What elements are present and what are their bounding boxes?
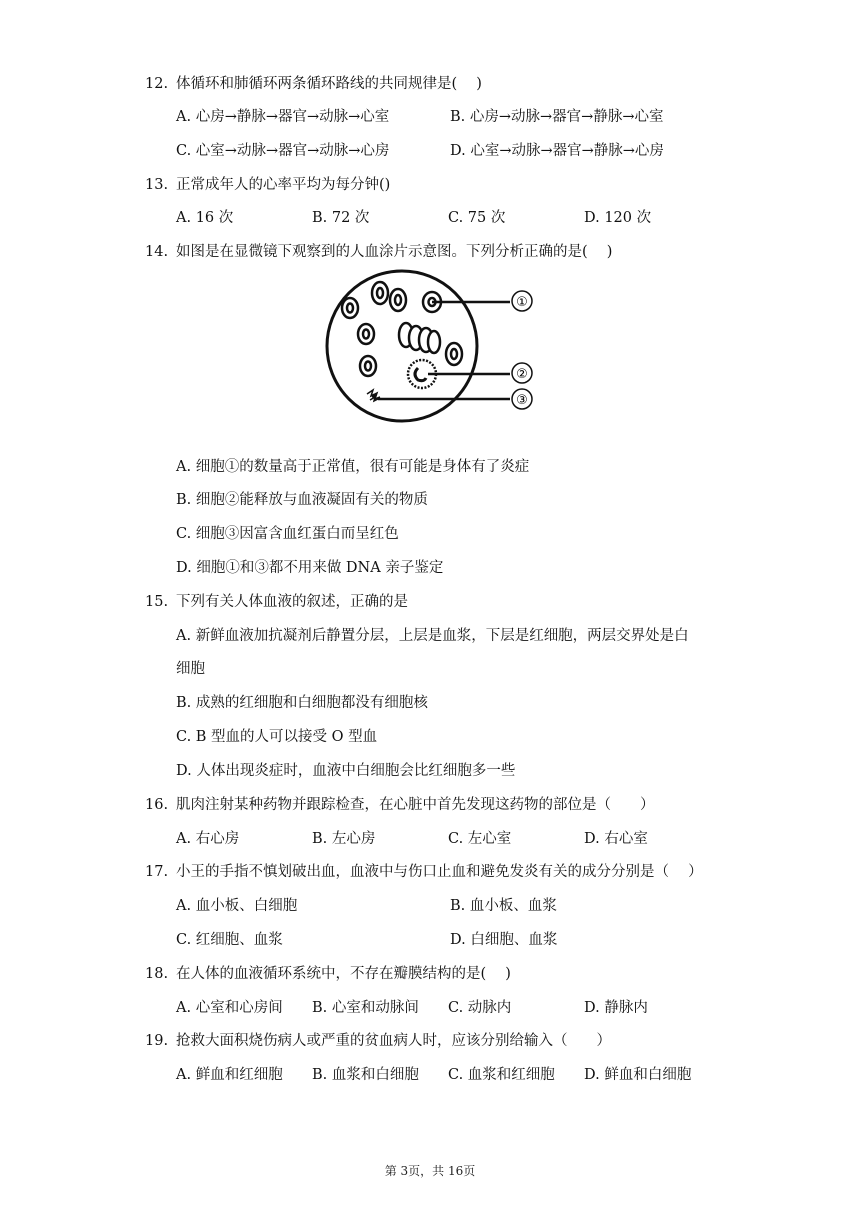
option-c: C. 细胞③因富含血红蛋白而呈红色 [176, 526, 399, 542]
question-stem: 体循环和肺循环两条循环路线的共同规律是( ) [176, 76, 482, 92]
option-b: B. 细胞②能释放与血液凝固有关的物质 [176, 492, 428, 508]
question-number: 16. [145, 797, 169, 813]
figure-label-1: ① [516, 295, 528, 310]
option-b: B. 血小板、血浆 [450, 898, 557, 914]
option-c: C. 75 次 [448, 210, 506, 226]
option-d: D. 心室→动脉→器官→静脉→心房 [450, 143, 664, 159]
option-a: A. 血小板、白细胞 [176, 898, 298, 914]
question-stem: 小王的手指不慎划破出血，血液中与伤口止血和避免发炎有关的成分分别是（ ） [176, 864, 703, 880]
question-number: 17. [145, 864, 169, 880]
figure-label-3: ③ [516, 393, 528, 408]
question-number: 18. [145, 966, 169, 982]
question-number: 19. [145, 1033, 169, 1049]
figure-label-2: ② [516, 367, 528, 382]
option-d: D. 白细胞、血浆 [450, 932, 558, 948]
option-d: D. 人体出现炎症时，血液中白细胞会比红细胞多一些 [176, 763, 516, 779]
option-c: C. 左心室 [448, 831, 512, 847]
question-stem: 如图是在显微镜下观察到的人血涂片示意图。下列分析正确的是( ) [176, 244, 613, 260]
option-b: B. 心房→动脉→器官→静脉→心室 [450, 109, 664, 125]
option-c: C. 心室→动脉→器官→动脉→心房 [176, 143, 390, 159]
option-a: A. 鲜血和红细胞 [176, 1067, 283, 1083]
option-d: D. 静脉内 [584, 1000, 648, 1016]
question-number: 15. [145, 594, 169, 610]
blood-smear-figure [322, 268, 542, 428]
option-a: A. 心室和心房间 [176, 1000, 283, 1016]
option-a: A. 细胞①的数量高于正常值，很有可能是身体有了炎症 [176, 459, 530, 475]
option-a: A. 新鲜血液加抗凝剂后静置分层，上层是血浆，下层是红细胞，两层交界处是白 [176, 628, 689, 644]
question-number: 12. [145, 76, 169, 92]
option-b: B. 血浆和白细胞 [312, 1067, 419, 1083]
option-a: A. 16 次 [176, 210, 234, 226]
page-footer: 第 3页，共 16页 [384, 1164, 476, 1178]
question-number: 13. [145, 177, 169, 193]
option-a: A. 心房→静脉→器官→动脉→心室 [176, 109, 390, 125]
option-c: C. B 型血的人可以接受 O 型血 [176, 729, 378, 745]
option-d: D. 细胞①和③都不用来做 DNA 亲子鉴定 [176, 560, 444, 576]
option-d: D. 右心室 [584, 831, 648, 847]
option-a: A. 右心房 [176, 831, 240, 847]
question-stem: 下列有关人体血液的叙述，正确的是 [176, 594, 408, 610]
option-b: B. 成熟的红细胞和白细胞都没有细胞核 [176, 695, 428, 711]
question-stem: 在人体的血液循环系统中，不存在瓣膜结构的是( ) [176, 966, 511, 982]
question-number: 14. [145, 244, 169, 260]
option-c: C. 红细胞、血浆 [176, 932, 283, 948]
option-b: B. 72 次 [312, 210, 370, 226]
option-b: B. 心室和动脉间 [312, 1000, 419, 1016]
option-c: C. 血浆和红细胞 [448, 1067, 555, 1083]
option-c: C. 动脉内 [448, 1000, 512, 1016]
question-stem: 肌肉注射某种药物并跟踪检查，在心脏中首先发现这药物的部位是（ ） [176, 797, 655, 813]
option-b: B. 左心房 [312, 831, 376, 847]
option-a-continued: 细胞 [176, 661, 205, 677]
question-stem: 正常成年人的心率平均为每分钟() [176, 177, 391, 193]
option-d: D. 鲜血和白细胞 [584, 1067, 692, 1083]
option-d: D. 120 次 [584, 210, 652, 226]
question-stem: 抢救大面积烧伤病人或严重的贫血病人时，应该分别给输入（ ） [176, 1033, 611, 1049]
